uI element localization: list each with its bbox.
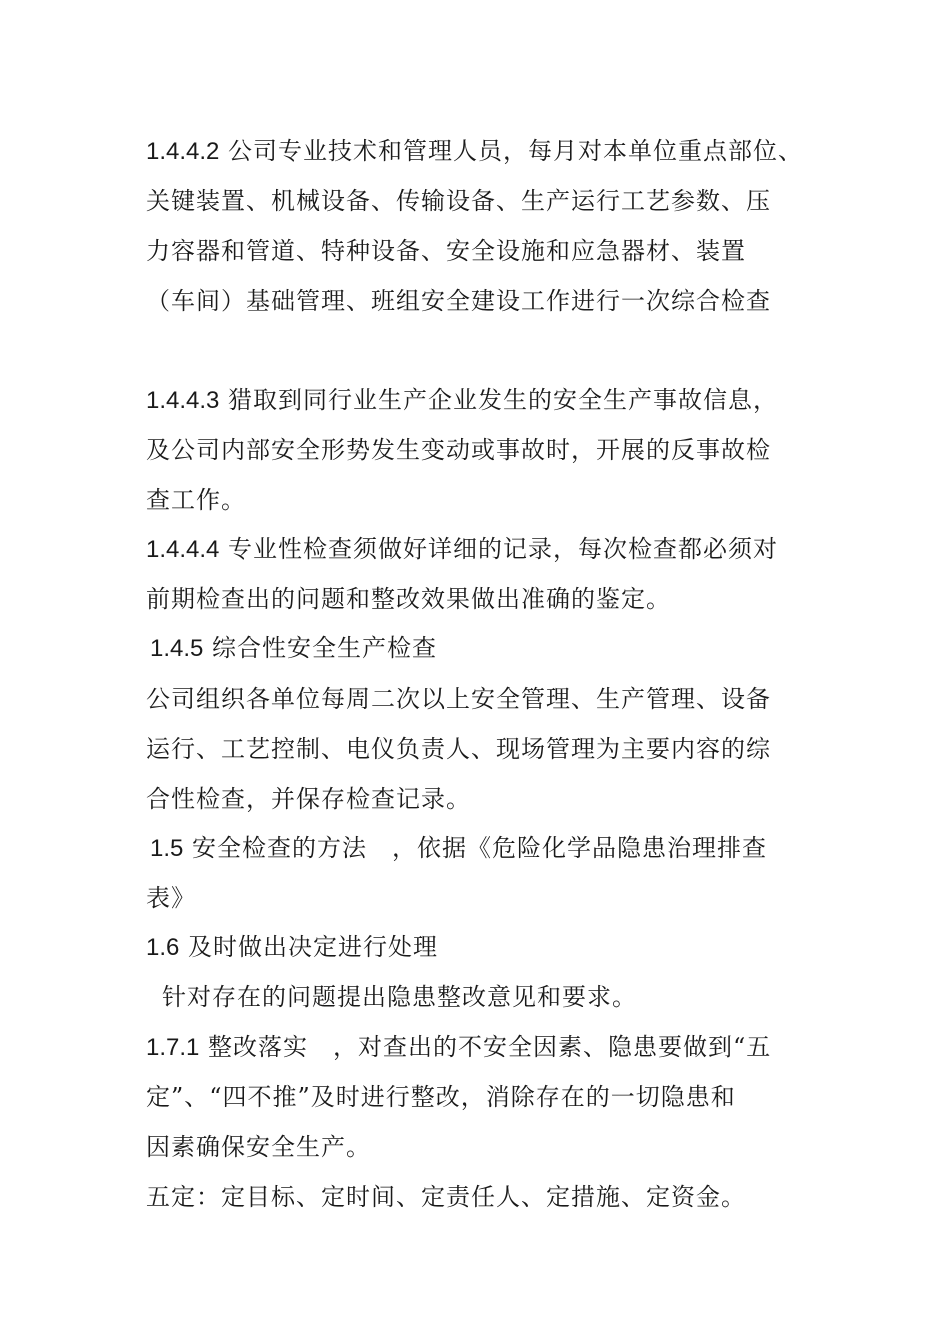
text-line: 合性检查，并保存检查记录。 xyxy=(146,785,471,813)
paragraph-1-4-4-4 xyxy=(146,524,836,624)
section-number: 1.5 xyxy=(150,835,184,862)
line-text: 及时做出决定进行处理 xyxy=(188,933,439,961)
text-line: 前期检查出的问题和整改效果做出准确的鉴定。 xyxy=(146,585,671,613)
section-number: 1.4.5 xyxy=(150,635,204,662)
paragraph-five-fix xyxy=(146,1172,836,1222)
paragraph-1-7-1 xyxy=(146,1022,836,1172)
text-line xyxy=(146,524,836,574)
section-number: 1.4.4.3 xyxy=(146,387,220,414)
section-number: 1.6 xyxy=(146,934,180,961)
text-line: 查工作。 xyxy=(146,486,246,514)
section-number: 1.4.4.2 xyxy=(146,138,220,165)
text-line: 及公司内部安全形势发生变动或事故时，开展的反事故检 xyxy=(146,436,771,464)
paragraph-1-4-4-3 xyxy=(146,375,836,525)
text-line: 针对存在的问题提出隐患整改意见和要求。 xyxy=(162,983,637,1011)
text-line xyxy=(146,375,836,425)
heading-1-4-5 xyxy=(150,623,840,673)
text-line: 公司组织各单位每周二次以上安全管理、生产管理、设备 xyxy=(146,685,771,713)
line-text: 专业性检查须做好详细的记录，每次检查都必须对 xyxy=(228,535,779,563)
line-text: 安全检查的方法 ，依据《危险化学品隐患治理排查 xyxy=(192,834,768,862)
text-line: 表》 xyxy=(146,884,196,912)
paragraph-1-5 xyxy=(146,823,840,923)
text-line: （车间）基础管理、班组安全建设工作进行一次综合检查 xyxy=(146,287,771,315)
text-line: 关键装置、机械设备、传输设备、生产运行工艺参数、压 xyxy=(146,187,771,215)
line-text: 整改落实 ，对查出的不安全因素、隐患要做到“五 xyxy=(208,1033,772,1061)
section-number: 1.7.1 xyxy=(146,1034,200,1061)
paragraph-inspection-weekly xyxy=(146,674,836,824)
text-line xyxy=(146,922,836,972)
text-line: 五定：定目标、定时间、定责任人、定措施、定资金。 xyxy=(146,1183,746,1211)
text-line: 运行、工艺控制、电仪负责人、现场管理为主要内容的综 xyxy=(146,735,771,763)
text-line: 定”、“四不推”及时进行整改，消除存在的一切隐患和 xyxy=(146,1083,736,1111)
text-line xyxy=(146,1022,836,1072)
line-text: 公司专业技术和管理人员，每月对本单位重点部位、 xyxy=(228,137,804,165)
text-line xyxy=(150,623,840,673)
text-line xyxy=(146,126,836,176)
text-line xyxy=(150,823,840,873)
line-text: 综合性安全生产检查 xyxy=(212,634,438,662)
heading-1-6 xyxy=(146,922,836,972)
section-number: 1.4.4.4 xyxy=(146,536,220,563)
text-line: 力容器和管道、特种设备、安全设施和应急器材、装置 xyxy=(146,237,746,265)
text-line: 因素确保安全生产。 xyxy=(146,1133,371,1161)
paragraph-rectification-advice xyxy=(162,972,852,1022)
line-text: 猎取到同行业生产企业发生的安全生产事故信息， xyxy=(228,386,779,414)
paragraph-1-4-4-2 xyxy=(146,126,836,326)
